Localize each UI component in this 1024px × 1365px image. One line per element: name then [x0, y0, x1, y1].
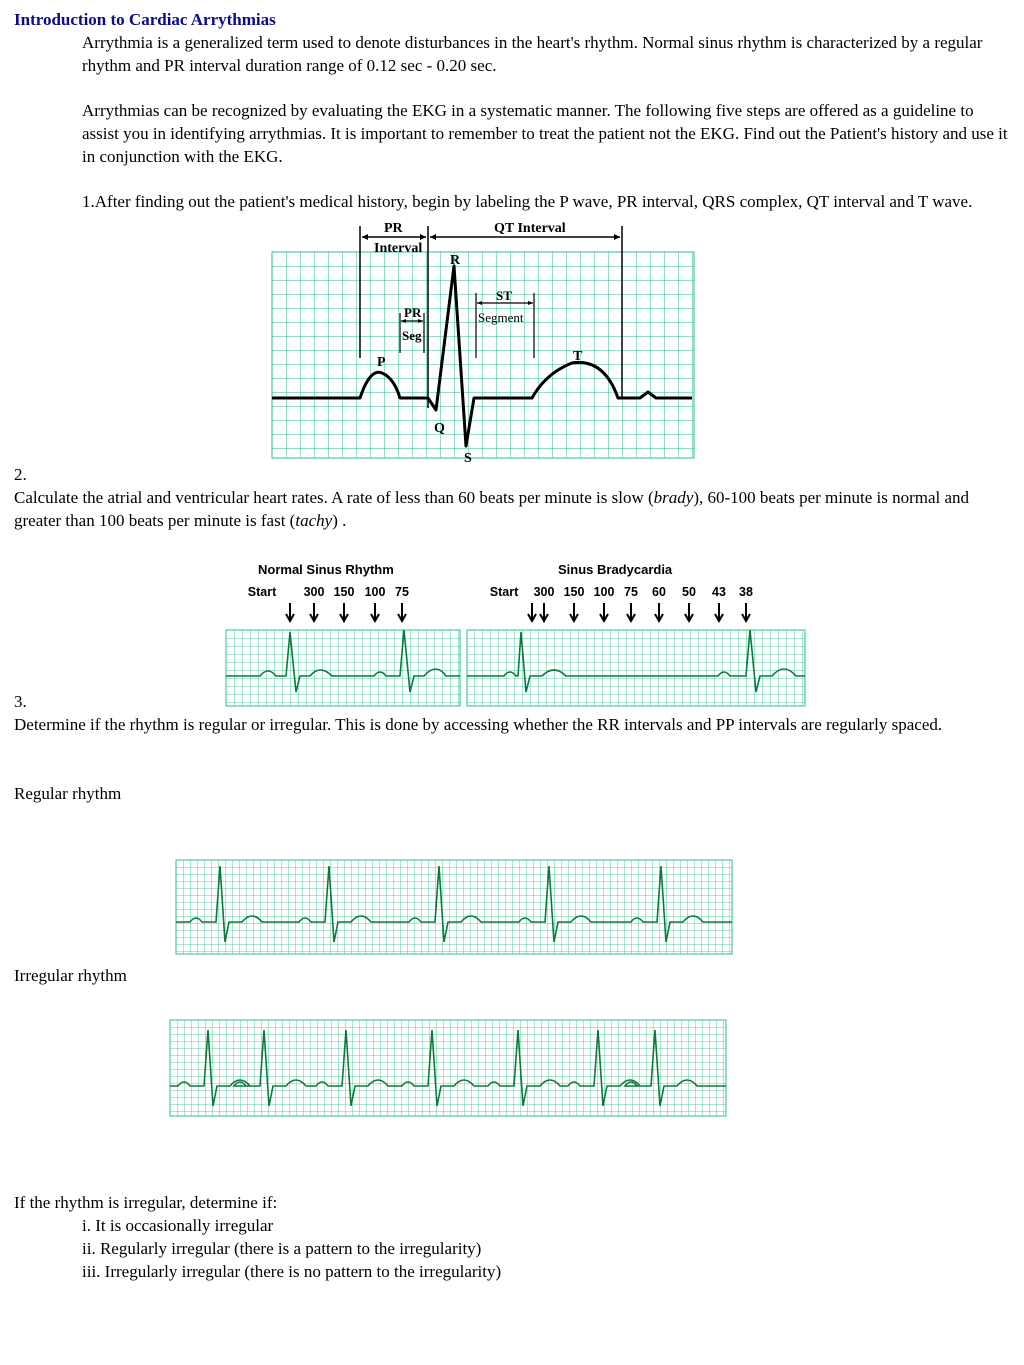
regular-rhythm-strip: [174, 858, 734, 956]
down-arrow-icon: [655, 603, 663, 621]
page-title: Introduction to Cardiac Arrythmias: [14, 10, 276, 29]
step2-text: Calculate the atrial and ventricular heart rates. A rate of less than 60 beats per minute is slow (brady), 60-100 beats per minute is normal and greater than 100 beats per minute is fast (tachy) .: [14, 488, 970, 530]
label-st-line1: ST: [496, 288, 512, 303]
label-pr-seg-line2: Seg: [402, 328, 422, 343]
down-arrow-icon: [600, 603, 608, 621]
intro-paragraph-2: Arrythmias can be recognized by evaluating the EKG in a systematic manner. The following five steps are offered as a guideline to assist you in identifying arrythmias. It is important to remember to treat the patient not the EKG. Find out the Patient's history and use it in conjunction with the EKG.: [82, 101, 1008, 166]
brady-title: Sinus Bradycardia: [558, 562, 673, 577]
label-s: S: [464, 451, 472, 466]
down-arrow-icon: [540, 603, 548, 621]
label-r: R: [450, 253, 461, 268]
irregular-item-1: i. It is occasionally irregular: [82, 1216, 274, 1235]
label-pr-interval-line2: Interval: [374, 241, 423, 256]
irregular-intro: If the rhythm is irregular, determine if:: [14, 1193, 278, 1212]
down-arrow-icon: [398, 603, 406, 621]
brady-rate-label: Start: [489, 585, 519, 599]
label-st-line2: Segment: [478, 310, 524, 325]
brady-rate-label: 150: [563, 585, 585, 599]
down-arrow-icon: [685, 603, 693, 621]
irregular-rhythm-strip: [168, 1018, 728, 1118]
step3-number: 3.: [14, 692, 27, 711]
nsr-title: Normal Sinus Rhythm: [258, 562, 394, 577]
brady-rate-label: 300: [533, 585, 555, 599]
brady-rate-label: 100: [593, 585, 615, 599]
label-t: T: [573, 349, 583, 364]
nsr-rate-label: 100: [364, 585, 386, 599]
step1-text: 1.After finding out the patient's medical history, begin by labeling the P wave, PR interval, QRS complex, QT interval and T wave.: [82, 192, 973, 211]
down-arrow-icon: [310, 603, 318, 621]
label-q: Q: [434, 421, 445, 436]
ekg-grid: [272, 252, 694, 458]
brady-rate-label: 38: [739, 585, 753, 599]
nsr-rate-label: Start: [247, 585, 277, 599]
irregular-item-2: ii. Regularly irregular (there is a pattern to the irregularity): [82, 1239, 482, 1258]
down-arrow-icon: [742, 603, 750, 621]
down-arrow-icon: [715, 603, 723, 621]
ekg-waveform-diagram: [268, 218, 698, 466]
nsr-rate-label: 300: [303, 585, 325, 599]
brady-rate-label: 50: [682, 585, 696, 599]
down-arrow-icon: [528, 603, 536, 621]
irregular-item-3: iii. Irregularly irregular (there is no pattern to the irregularity): [82, 1262, 502, 1281]
nsr-rate-label: 75: [395, 585, 409, 599]
tachy-term: tachy: [295, 511, 333, 530]
down-arrow-icon: [627, 603, 635, 621]
intro-paragraph-1: Arrythmia is a generalized term used to denote disturbances in the heart's rhythm. Normal sinus rhythm is characterized by a regular rhythm and PR interval duration range of 0.12 sec - 0.20 sec.: [82, 33, 983, 75]
irregular-rhythm-label: Irregular rhythm: [14, 966, 127, 985]
regular-grid: [176, 860, 732, 954]
brady-rate-label: 60: [652, 585, 666, 599]
label-pr-seg-line1: PR: [404, 305, 422, 320]
brady-rate-label: 43: [712, 585, 726, 599]
down-arrow-icon: [371, 603, 379, 621]
heart-rate-strips: [224, 558, 808, 708]
step2-number: 2.: [14, 465, 27, 484]
regular-rhythm-label: Regular rhythm: [14, 784, 122, 803]
down-arrow-icon: [340, 603, 348, 621]
label-qt-interval: QT Interval: [494, 221, 566, 236]
nsr-rate-label: 150: [333, 585, 355, 599]
irregular-grid: [170, 1020, 726, 1116]
step3-text: Determine if the rhythm is regular or irregular. This is done by accessing whether the RR intervals and PP intervals are regularly spaced.: [14, 715, 943, 734]
brady-rate-label: 75: [624, 585, 638, 599]
brady-term: brady: [653, 488, 694, 507]
down-arrow-icon: [570, 603, 578, 621]
label-pr-interval-line1: PR: [384, 221, 403, 236]
down-arrow-icon: [286, 603, 294, 621]
label-p: P: [377, 355, 386, 370]
